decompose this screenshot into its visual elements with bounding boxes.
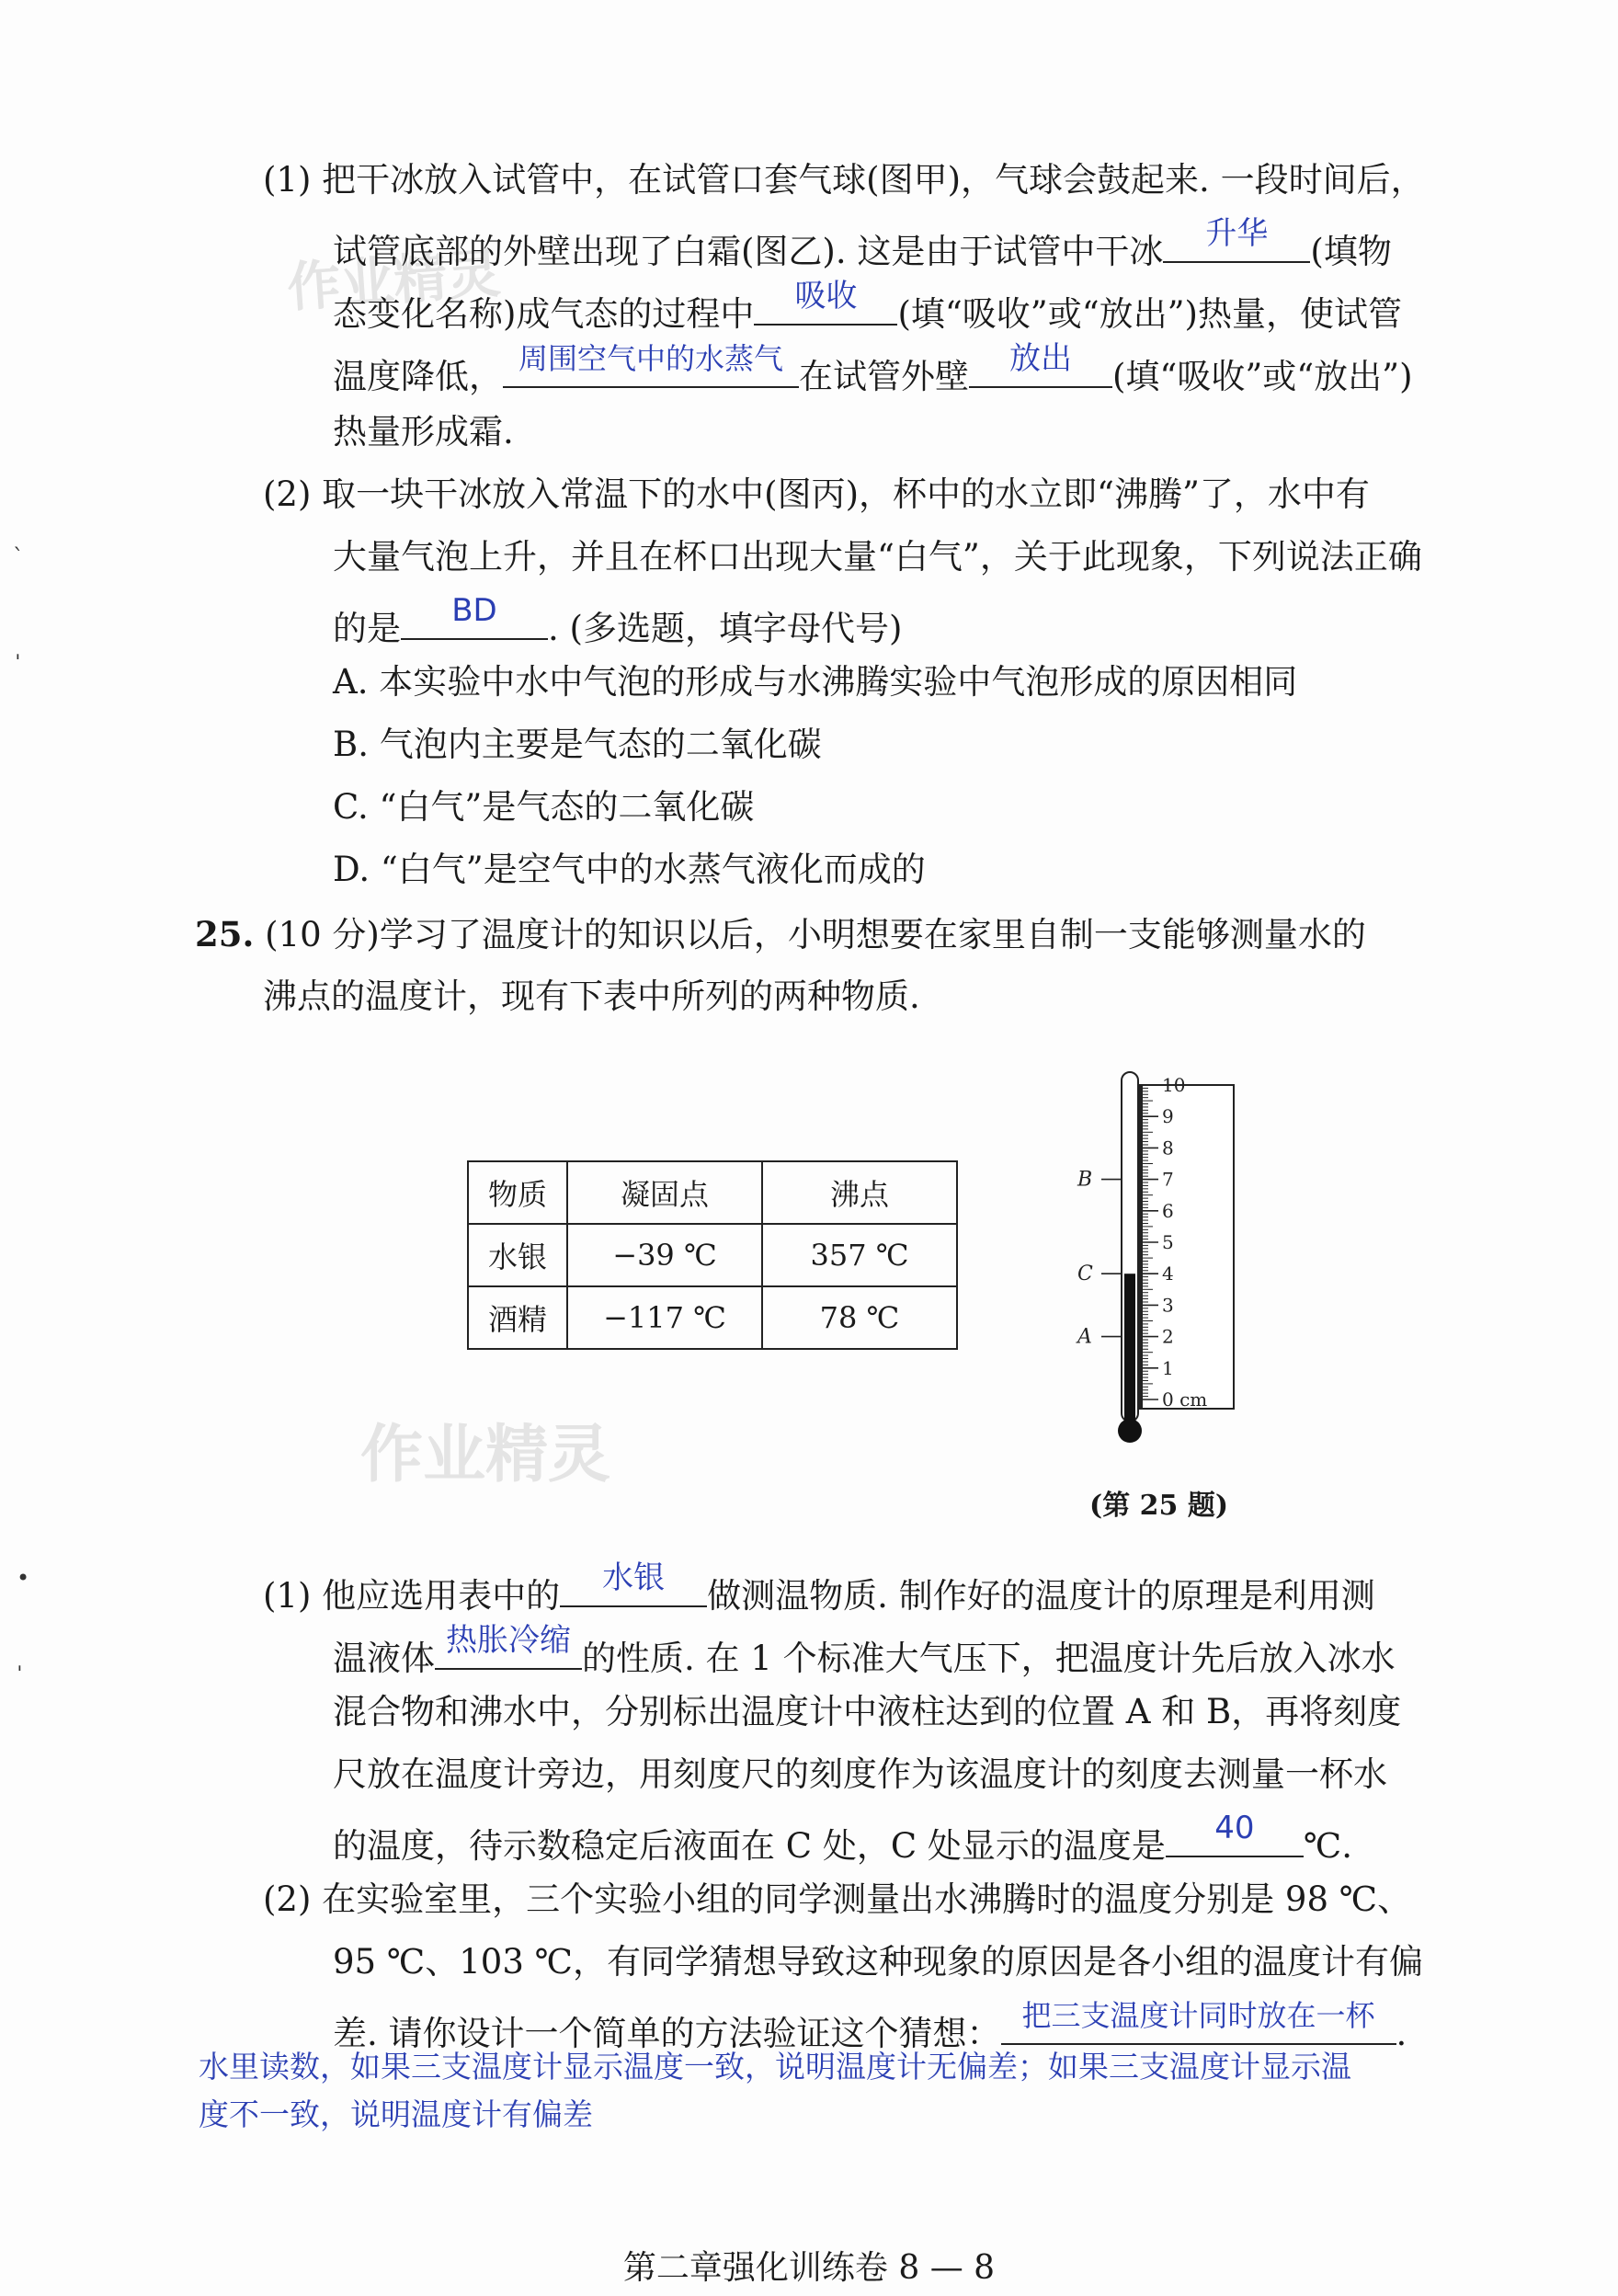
ruler-tick-label: 10	[1162, 1074, 1186, 1096]
p1-line4	[333, 340, 1413, 399]
table-cell: 357 ℃	[762, 1224, 957, 1286]
p1-line5: 热量形成霜.	[333, 412, 514, 451]
q25-p1-line4: 尺放在温度计旁边，用刻度尺的刻度作为该温度计的刻度去测量一杯水	[333, 1754, 1387, 1794]
ruler-tick-label: 7	[1162, 1168, 1174, 1191]
position-markers	[1076, 1169, 1122, 1349]
p2-line1: (2) 取一块干冰放入常温下的水中(图丙)，杯中的水立即“沸腾”了，水中有	[263, 474, 1370, 514]
answer-2: 吸收	[794, 278, 858, 314]
answer-7: 热胀冷缩	[446, 1622, 571, 1659]
q25-p2-line1: (2) 在实验室里，三个实验小组的同学测量出水沸腾时的温度分别是 98 ℃、	[263, 1879, 1412, 1919]
answer-5: BD	[451, 592, 497, 629]
ruler-tick-label: 5	[1162, 1231, 1174, 1253]
thermometer-bulb	[1118, 1419, 1142, 1443]
answer-9: 把三支温度计同时放在一杯	[1021, 1998, 1375, 2033]
answer-blank-1	[1163, 215, 1310, 263]
option-b: B. 气泡内主要是气态的二氧化碳	[333, 725, 822, 764]
p1-line2-tail: (填物	[1310, 232, 1392, 271]
ruler-tick-label: 8	[1162, 1137, 1174, 1159]
q25-p1-line1	[263, 1559, 1375, 1618]
handwritten-answer-line1: 水里读数，如果三支温度计显示温度一致，说明温度计无偏差；如果三支温度计显示温	[199, 2049, 1351, 2085]
answer-6: 水银	[602, 1559, 666, 1596]
answer-blank-7	[435, 1622, 582, 1670]
p1-line2-text: 试管底部的外壁出现了白霜(图乙). 这是由于试管中干冰	[333, 232, 1164, 271]
p1-line2	[333, 215, 1392, 274]
table-row	[468, 1286, 957, 1349]
answer-1: 升华	[1205, 215, 1269, 252]
margin-mark: ˈ	[15, 651, 21, 677]
option-c: C. “白气”是气态的二氧化碳	[333, 787, 755, 827]
table-header: 物质	[468, 1161, 567, 1224]
answer-blank-3	[503, 341, 799, 388]
ruler-tick-label: 2	[1162, 1325, 1174, 1348]
watermark-middle: 作业精灵	[360, 1419, 611, 1491]
table-cell: −39 ℃	[567, 1224, 762, 1286]
option-d: D. “白气”是空气中的水蒸气液化而成的	[333, 850, 926, 889]
answer-blank-6	[560, 1559, 707, 1607]
p1-line3-text: 态变化名称)成气态的过程中	[333, 294, 755, 334]
answer-4: 放出	[1009, 340, 1072, 377]
q25-p1-line2-text: 温液体	[333, 1639, 435, 1678]
answer-blank-2	[754, 278, 897, 326]
p2-line3	[333, 592, 903, 651]
table-header: 沸点	[762, 1161, 957, 1224]
margin-mark: •	[17, 1565, 30, 1591]
ruler-tick-label: 9	[1162, 1105, 1174, 1128]
p1-line4-tail: (填“吸收”或“放出”)	[1112, 357, 1413, 396]
ruler	[1140, 1085, 1234, 1409]
q25-p2-line2: 95 ℃、103 ℃，有同学猜想导致这种现象的原因是各小组的温度计有偏	[333, 1942, 1424, 1982]
q25-p1-line2	[333, 1622, 1396, 1681]
q25-p1-line5-tail: ℃.	[1303, 1826, 1353, 1866]
ruler-tick-label: 4	[1162, 1262, 1174, 1285]
p2-line3-text: 的是	[333, 609, 401, 648]
q25-line1-text: (10 分)学习了温度计的知识以后，小明想要在家里自制一支能够测量水的	[265, 915, 1366, 954]
q25-p1-line3: 混合物和沸水中，分别标出温度计中液柱达到的位置 A 和 B，再将刻度	[333, 1692, 1402, 1731]
q25-p1-line5-text: 的温度，待示数稳定后液面在 C 处，C 处显示的温度是	[333, 1826, 1166, 1866]
p2-line2: 大量气泡上升，并且在杯口出现大量“白气”，关于此现象，下列说法正确	[333, 537, 1422, 577]
answer-3: 周围空气中的水蒸气	[518, 341, 783, 376]
marker-b: B	[1077, 1168, 1093, 1192]
option-a: A. 本实验中水中气泡的形成与水沸腾实验中气泡形成的原因相同	[333, 662, 1298, 702]
q25-p1-line2-tail: 的性质. 在 1 个标准大气压下，把温度计先后放入冰水	[582, 1639, 1396, 1678]
table-header: 凝固点	[567, 1161, 762, 1224]
answer-blank-4	[969, 340, 1112, 388]
p1-line3-tail: (填“吸收”或“放出”)热量，使试管	[897, 294, 1402, 334]
q25-p2-line3-tail: .	[1396, 2014, 1407, 2053]
p2-line3-tail: . (多选题，填字母代号)	[548, 609, 903, 648]
answer-blank-8	[1166, 1810, 1304, 1857]
table-cell: 酒精	[468, 1286, 567, 1349]
thermometer-figure	[1076, 1065, 1241, 1460]
page-footer: 第二章强化训练卷 8 — 8	[622, 2249, 996, 2287]
q25-line1	[195, 912, 1366, 957]
ruler-tick-label: 1	[1162, 1356, 1174, 1379]
q25-p1-line5	[333, 1810, 1353, 1868]
table-row	[468, 1224, 957, 1286]
ruler-tick-label: 6	[1162, 1199, 1174, 1222]
table-cell: 水银	[468, 1224, 567, 1286]
q25-p1-line1-tail: 做测温物质. 制作好的温度计的原理是利用测	[707, 1576, 1375, 1616]
q25-line2: 沸点的温度计，现有下表中所列的两种物质.	[263, 977, 920, 1016]
q25-p1-line1-text: (1) 他应选用表中的	[263, 1576, 561, 1616]
ruler-tick-label: 0 cm	[1162, 1388, 1208, 1411]
answer-blank-9	[1001, 1998, 1396, 2045]
table-header-row	[468, 1161, 957, 1224]
answer-8: 40	[1214, 1810, 1255, 1846]
substance-table	[467, 1160, 958, 1350]
question-number: 25.	[195, 914, 255, 954]
p1-line4-mid: 在试管外壁	[799, 357, 969, 396]
table-cell: −117 ℃	[567, 1286, 762, 1349]
handwritten-answer-line2: 度不一致，说明温度计有偏差	[199, 2096, 593, 2132]
p1-line3	[333, 278, 1402, 337]
figure-caption: (第 25 题)	[1089, 1490, 1229, 1522]
q25-p2-line3-text: 差. 请你设计一个简单的方法验证这个猜想：	[333, 2014, 1001, 2053]
answer-blank-5	[401, 592, 548, 640]
ruler-tick-label: 3	[1162, 1294, 1174, 1317]
margin-mark: ˋ	[13, 544, 24, 570]
p1-line4-text: 温度降低，	[333, 357, 503, 396]
margin-mark: ˈ	[17, 1662, 23, 1688]
p1-line1: (1) 把干冰放入试管中，在试管口套气球(图甲)，气球会鼓起来. 一段时间后，	[263, 160, 1425, 200]
marker-a: A	[1077, 1325, 1092, 1349]
marker-c: C	[1077, 1262, 1093, 1286]
thermometer-liquid	[1124, 1274, 1135, 1425]
watermark-top: 作业精灵	[285, 241, 503, 319]
table-cell: 78 ℃	[762, 1286, 957, 1349]
